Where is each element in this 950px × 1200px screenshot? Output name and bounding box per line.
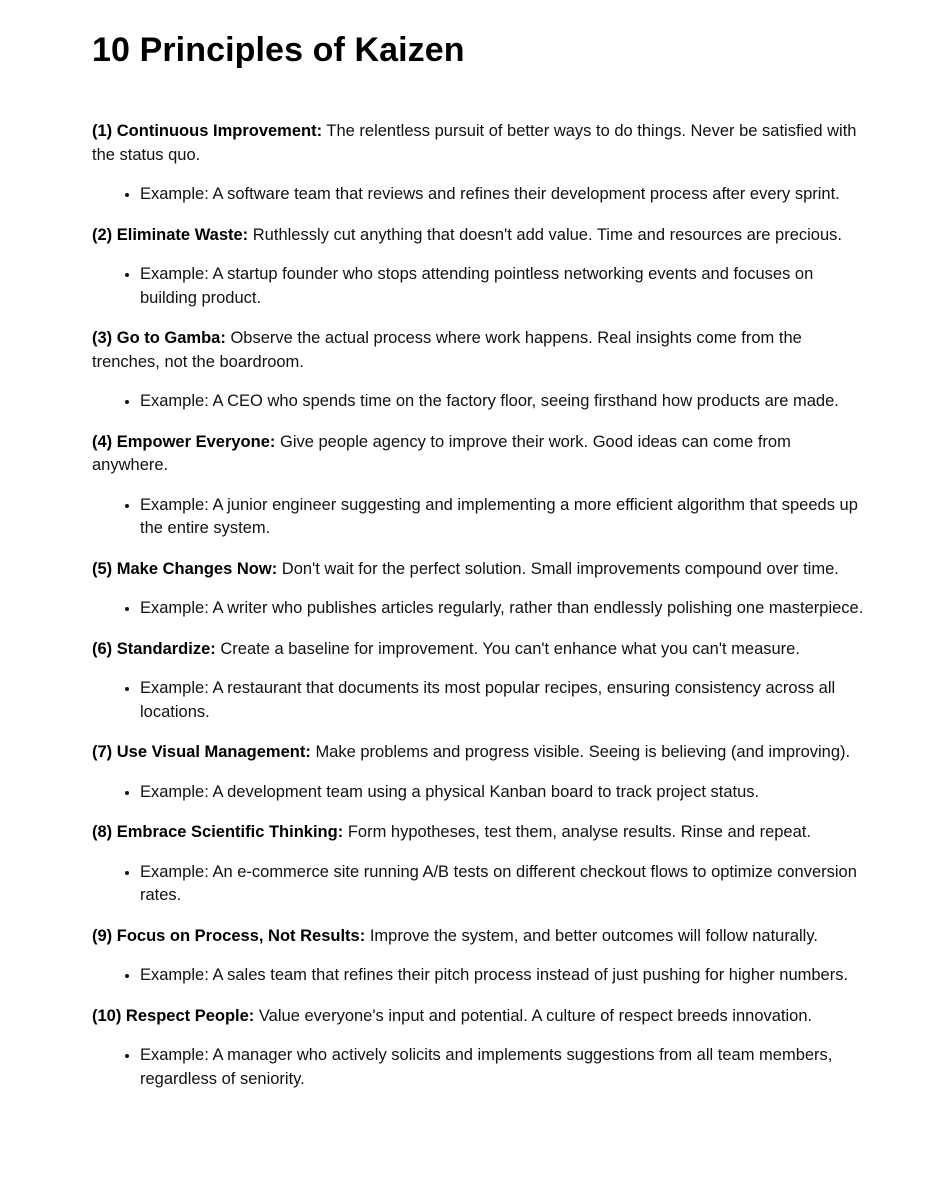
- principle-description: Form hypotheses, test them, analyse results. Rinse and repeat.: [347, 823, 811, 841]
- example-item: • Example: A junior engineer suggesting and implementing a more efficient algorithm that speeds up the entire system.: [140, 494, 870, 541]
- principle-paragraph: [92, 558, 870, 582]
- principle-heading: (1) Continuous Improvement:: [92, 122, 323, 140]
- example-list: [92, 1044, 870, 1091]
- example-item: • Example: A manager who actively solicits and implements suggestions from all team members, regardless of seniority.: [140, 1044, 870, 1091]
- principle-item: [92, 558, 870, 621]
- principle-description: Improve the system, and better outcomes will follow naturally.: [369, 926, 818, 945]
- principle-description: Give people agency to improve their work. Good ideas can come from anywhere.: [92, 432, 791, 474]
- example-list: [92, 861, 870, 908]
- document-title: 10 Principles of Kaizen: [92, 31, 465, 69]
- principle-heading: (7) Use Visual Management:: [92, 743, 311, 761]
- principle-item: [92, 638, 870, 725]
- example-item: • Example: An e-commerce site running A/B tests on different checkout flows to optimize conversion rates.: [140, 861, 870, 908]
- principle-item: [92, 925, 870, 988]
- principle-item: [92, 821, 870, 908]
- principle-item: [92, 1005, 870, 1092]
- example-list: [92, 781, 870, 805]
- example-list: [92, 677, 870, 724]
- principle-paragraph: [92, 638, 870, 662]
- example-item: • Example: A startup founder who stops attending pointless networking events and focuses on building product.: [140, 263, 870, 310]
- principle-description: Observe the actual process where work happens. Real insights come from the trenches, not the boardroom.: [92, 329, 802, 371]
- principle-description: The relentless pursuit of better ways to do things. Never be satisfied with the status quo.: [92, 122, 857, 164]
- example-list: [92, 390, 870, 414]
- principle-paragraph: [92, 925, 870, 949]
- principle-paragraph: [92, 431, 870, 478]
- principle-paragraph: [92, 741, 870, 765]
- principle-paragraph: [92, 224, 870, 248]
- principle-description: Create a baseline for improvement. You can't enhance what you can't measure.: [220, 639, 800, 658]
- example-list: [92, 263, 870, 310]
- example-item: • Example: A sales team that refines their pitch process instead of just pushing for higher numbers.: [140, 964, 870, 988]
- principle-item: [92, 741, 870, 804]
- principle-item: [92, 327, 870, 414]
- example-list: [92, 494, 870, 541]
- principle-heading: (8) Embrace Scientific Thinking:: [92, 823, 344, 841]
- principle-heading: (6) Standardize:: [92, 639, 216, 658]
- principle-paragraph: [92, 1005, 870, 1029]
- principle-heading: (4) Empower Everyone:: [92, 432, 276, 451]
- example-list: [92, 964, 870, 988]
- principle-description: Make problems and progress visible. Seeing is believing (and improving).: [315, 743, 851, 761]
- principle-heading: (9) Focus on Process, Not Results:: [92, 926, 366, 945]
- example-item: • Example: A CEO who spends time on the factory floor, seeing firsthand how products are made.: [140, 390, 870, 414]
- principle-heading: (3) Go to Gamba:: [92, 329, 226, 347]
- example-list: [92, 597, 870, 621]
- principle-heading: (5) Make Changes Now:: [92, 559, 278, 578]
- principle-heading: (10) Respect People:: [92, 1006, 255, 1025]
- principle-paragraph: [92, 120, 870, 167]
- principle-item: [92, 224, 870, 311]
- example-item: • Example: A restaurant that documents its most popular recipes, ensuring consistency across all locations.: [140, 677, 870, 724]
- principles-list: [92, 120, 870, 1091]
- principle-description: Value everyone's input and potential. A culture of respect breeds innovation.: [258, 1006, 813, 1025]
- principle-heading: (2) Eliminate Waste:: [92, 225, 249, 244]
- principle-item: [92, 120, 870, 207]
- principle-paragraph: [92, 327, 870, 374]
- example-list: [92, 183, 870, 207]
- principle-paragraph: [92, 821, 870, 845]
- example-item: • Example: A development team using a physical Kanban board to track project status.: [140, 781, 870, 805]
- principle-description: Don't wait for the perfect solution. Small improvements compound over time.: [281, 559, 839, 578]
- example-item: • Example: A writer who publishes articles regularly, rather than endlessly polishing one masterpiece.: [140, 597, 870, 621]
- principle-item: [92, 431, 870, 541]
- principle-description: Ruthlessly cut anything that doesn't add value. Time and resources are precious.: [252, 225, 842, 244]
- example-item: • Example: A software team that reviews and refines their development process after every sprint.: [140, 183, 870, 207]
